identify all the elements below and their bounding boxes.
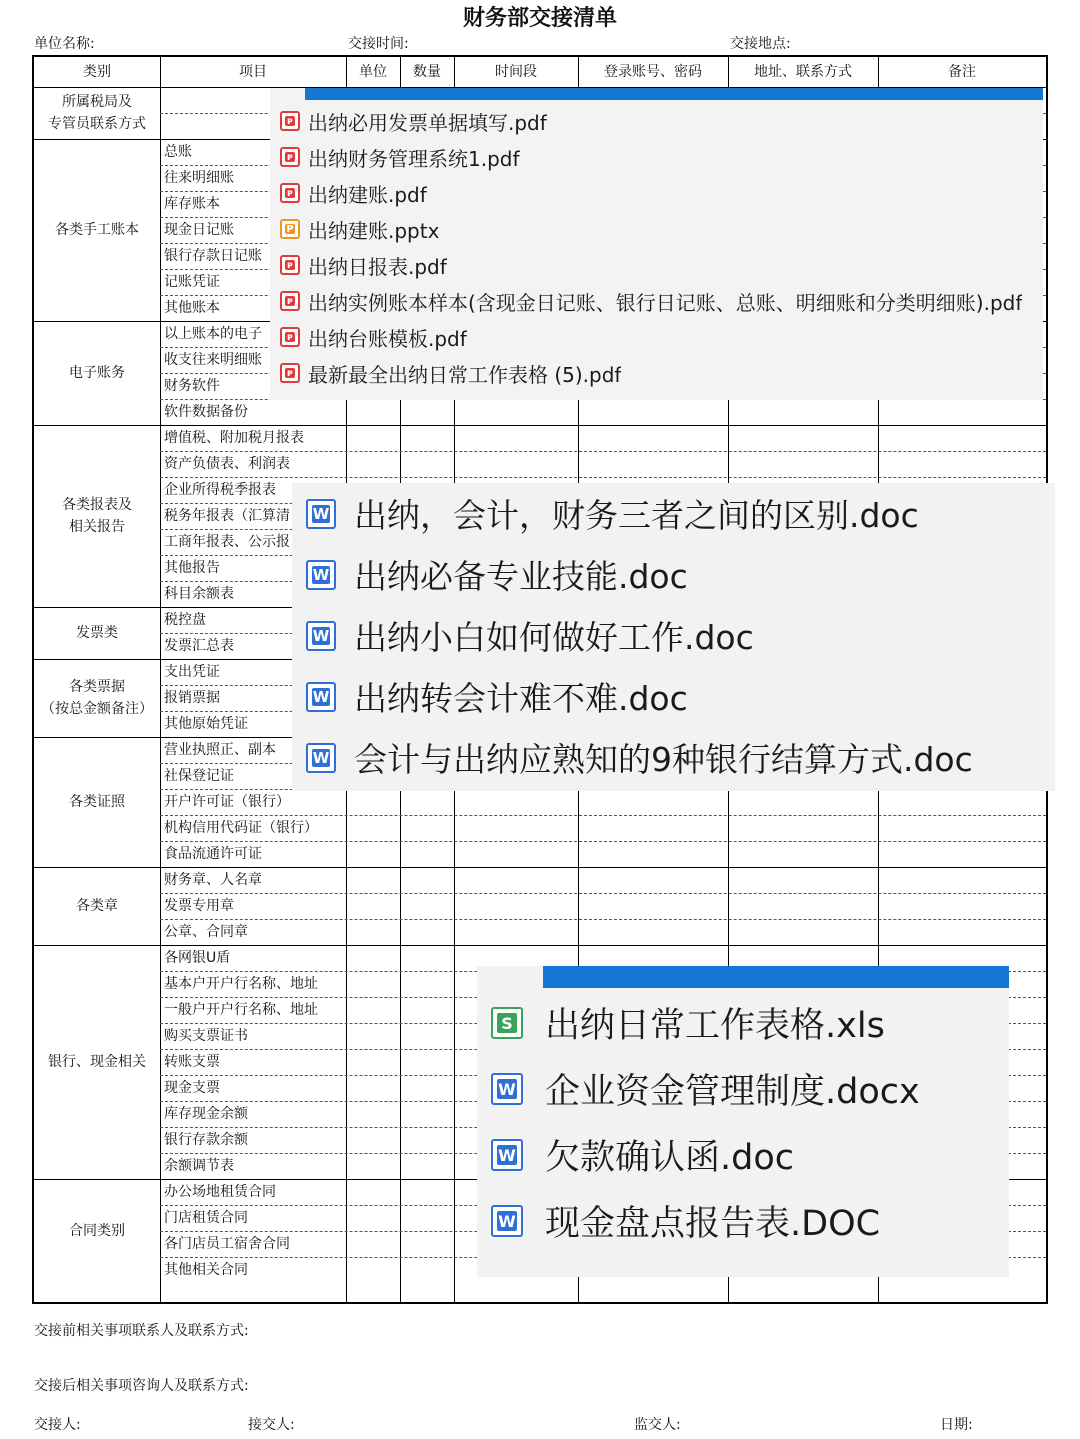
file-name: 现金盘点报告表.DOC (545, 1204, 881, 1244)
item-cell: 银行存款余额 (164, 1132, 248, 1148)
file-name: 出纳建账.pptx (308, 218, 440, 243)
file-name: 出纳转会计难不难.doc (354, 679, 688, 718)
category-cell: 银行、现金相关 (48, 1054, 146, 1070)
file-name: 出纳必备专业技能.doc (354, 557, 688, 596)
item-cell: 发票专用章 (164, 898, 234, 914)
file-name: 出纳台账模板.pdf (308, 326, 467, 351)
item-cell: 工商年报表、公示报 (164, 534, 290, 550)
unit-name-label: 单位名称: (34, 36, 95, 52)
item-cell: 科目余额表 (164, 586, 234, 602)
item-cell: 银行存款日记账 (164, 248, 262, 264)
file-list-popup (477, 966, 1009, 1277)
item-cell: 其他账本 (164, 300, 220, 316)
file-item[interactable] (491, 990, 1005, 1056)
row-divider (160, 841, 1046, 842)
page-title: 财务部交接清单 (462, 6, 617, 31)
file-item[interactable] (491, 1122, 1005, 1188)
word-icon: W (491, 1073, 523, 1105)
file-item[interactable] (491, 1188, 1005, 1254)
column-header: 单位 (359, 64, 387, 80)
item-cell: 一般户开户行名称、地址 (164, 1002, 318, 1018)
category-cell: 各类手工账本 (55, 222, 139, 238)
handover-place-label: 交接地点: (730, 36, 791, 52)
handover-time-label: 交接时间: (348, 36, 409, 52)
file-name: 最新最全出纳日常工作表格 (5).pdf (308, 362, 622, 387)
handover-person-label: 交接人: (34, 1417, 81, 1433)
supervisor-label: 监交人: (634, 1417, 681, 1433)
word-icon: W (306, 621, 336, 651)
selection-highlight (305, 88, 1043, 100)
file-item[interactable] (306, 605, 1051, 666)
pdf-icon: ᴘ (280, 327, 300, 347)
item-cell: 税务年报表（汇算清 (164, 508, 290, 524)
item-cell: 公章、合同章 (164, 924, 248, 940)
file-item[interactable] (280, 175, 1039, 211)
file-name: 出纳必用发票单据填写.pdf (308, 110, 547, 135)
item-cell: 软件数据备份 (164, 404, 248, 420)
word-icon: W (491, 1205, 523, 1237)
pdf-icon: ᴘ (280, 183, 300, 203)
item-cell: 机构信用代码证（银行） (164, 820, 318, 836)
file-item[interactable] (306, 727, 1051, 788)
item-cell: 以上账本的电子 (164, 326, 262, 342)
column-header: 地址、联系方式 (754, 64, 852, 80)
file-item[interactable] (280, 319, 1039, 355)
word-icon: W (491, 1139, 523, 1171)
item-cell: 现金支票 (164, 1080, 220, 1096)
item-cell: 财务章、人名章 (164, 872, 262, 888)
item-cell: 财务软件 (164, 378, 220, 394)
file-item[interactable] (280, 211, 1039, 247)
pdf-icon: ᴘ (280, 255, 300, 275)
item-cell: 各门店员工宿舍合同 (164, 1236, 290, 1252)
file-list-popup (292, 483, 1055, 791)
file-name: 出纳建账.pdf (308, 182, 427, 207)
excel-icon: S (491, 1007, 523, 1039)
word-icon: W (306, 499, 336, 529)
file-item[interactable] (280, 283, 1039, 319)
file-name: 出纳实例账本样本(含现金日记账、银行日记账、总账、明细账和分类明细账).pdf (308, 290, 1023, 315)
item-cell: 收支往来明细账 (164, 352, 262, 368)
category-cell: 各类章 (76, 898, 118, 914)
item-cell: 食品流通许可证 (164, 846, 262, 862)
item-cell: 余额调节表 (164, 1158, 234, 1174)
pdf-icon: ᴘ (280, 291, 300, 311)
file-item[interactable] (280, 139, 1039, 175)
column-header: 类别 (83, 64, 111, 80)
file-name: 出纳日报表.pdf (308, 254, 447, 279)
file-item[interactable] (306, 666, 1051, 727)
column-header: 项目 (239, 64, 267, 80)
item-cell: 库存账本 (164, 196, 220, 212)
file-name: 欠款确认函.doc (545, 1138, 794, 1178)
category-cell: 各类证照 (69, 794, 125, 810)
pdf-icon: ᴘ (280, 363, 300, 383)
item-cell: 转账支票 (164, 1054, 220, 1070)
item-cell: 社保登记证 (164, 768, 234, 784)
file-list-popup (270, 88, 1043, 400)
row-divider (160, 451, 1046, 452)
file-name: 出纳财务管理系统1.pdf (308, 146, 520, 171)
file-name: 企业资金管理制度.docx (545, 1072, 920, 1112)
item-cell: 增值税、附加税月报表 (164, 430, 304, 446)
item-cell: 资产负债表、利润表 (164, 456, 290, 472)
item-cell: 办公场地租赁合同 (164, 1184, 276, 1200)
category-cell: 各类报表及 相关报告 (62, 497, 132, 535)
item-cell: 总账 (164, 144, 192, 160)
word-icon: W (306, 743, 336, 773)
item-cell: 支出凭证 (164, 664, 220, 680)
item-cell: 营业执照正、副本 (164, 742, 276, 758)
category-cell: 发票类 (76, 625, 118, 641)
item-cell: 其他原始凭证 (164, 716, 248, 732)
item-cell: 其他相关合同 (164, 1262, 248, 1278)
row-divider (160, 919, 1046, 920)
item-cell: 门店租赁合同 (164, 1210, 248, 1226)
pre-handover-contact-label: 交接前相关事项联系人及联系方式: (34, 1323, 249, 1339)
item-cell: 基本户开户行名称、地址 (164, 976, 318, 992)
column-header: 登录账号、密码 (604, 64, 702, 80)
item-cell: 往来明细账 (164, 170, 234, 186)
column-header: 时间段 (495, 64, 537, 80)
category-cell: 电子账务 (69, 365, 125, 381)
word-icon: W (306, 560, 336, 590)
category-cell: 各类票据 （按总金额备注） (41, 679, 153, 717)
item-cell: 现金日记账 (164, 222, 234, 238)
file-item[interactable] (306, 483, 1051, 544)
item-cell: 购买支票证书 (164, 1028, 248, 1044)
pdf-icon: ᴘ (280, 111, 300, 131)
receiver-label: 接交人: (248, 1417, 295, 1433)
file-item[interactable] (491, 1056, 1005, 1122)
post-handover-contact-label: 交接后相关事项咨询人及联系方式: (34, 1378, 249, 1394)
file-item[interactable] (280, 247, 1039, 283)
item-cell: 税控盘 (164, 612, 206, 628)
file-item[interactable] (280, 355, 1039, 391)
item-cell: 开户许可证（银行） (164, 794, 290, 810)
item-cell: 其他报告 (164, 560, 220, 576)
word-icon: W (306, 682, 336, 712)
item-cell: 库存现金余额 (164, 1106, 248, 1122)
item-cell: 发票汇总表 (164, 638, 234, 654)
item-cell: 企业所得税季报表 (164, 482, 276, 498)
pptx-icon: P (280, 219, 300, 239)
item-cell: 报销票据 (164, 690, 220, 706)
column-header: 备注 (948, 64, 976, 80)
file-item[interactable] (306, 544, 1051, 605)
file-name: 出纳小白如何做好工作.doc (354, 618, 754, 657)
date-label: 日期: (940, 1417, 973, 1433)
row-divider (160, 477, 1046, 478)
pdf-icon: ᴘ (280, 147, 300, 167)
file-name: 出纳日常工作表格.xls (545, 1006, 885, 1046)
selection-highlight (543, 966, 1009, 988)
file-name: 会计与出纳应熟知的9种银行结算方式.doc (354, 740, 973, 779)
item-cell: 各网银U盾 (164, 950, 231, 966)
row-divider (160, 893, 1046, 894)
category-cell: 合同类别 (69, 1223, 125, 1239)
category-cell: 所属税局及 专管员联系方式 (48, 94, 146, 132)
item-cell: 记账凭证 (164, 274, 220, 290)
column-header: 数量 (413, 64, 441, 80)
file-name: 出纳，会计，财务三者之间的区别.doc (354, 496, 919, 535)
file-item[interactable] (280, 103, 1039, 139)
